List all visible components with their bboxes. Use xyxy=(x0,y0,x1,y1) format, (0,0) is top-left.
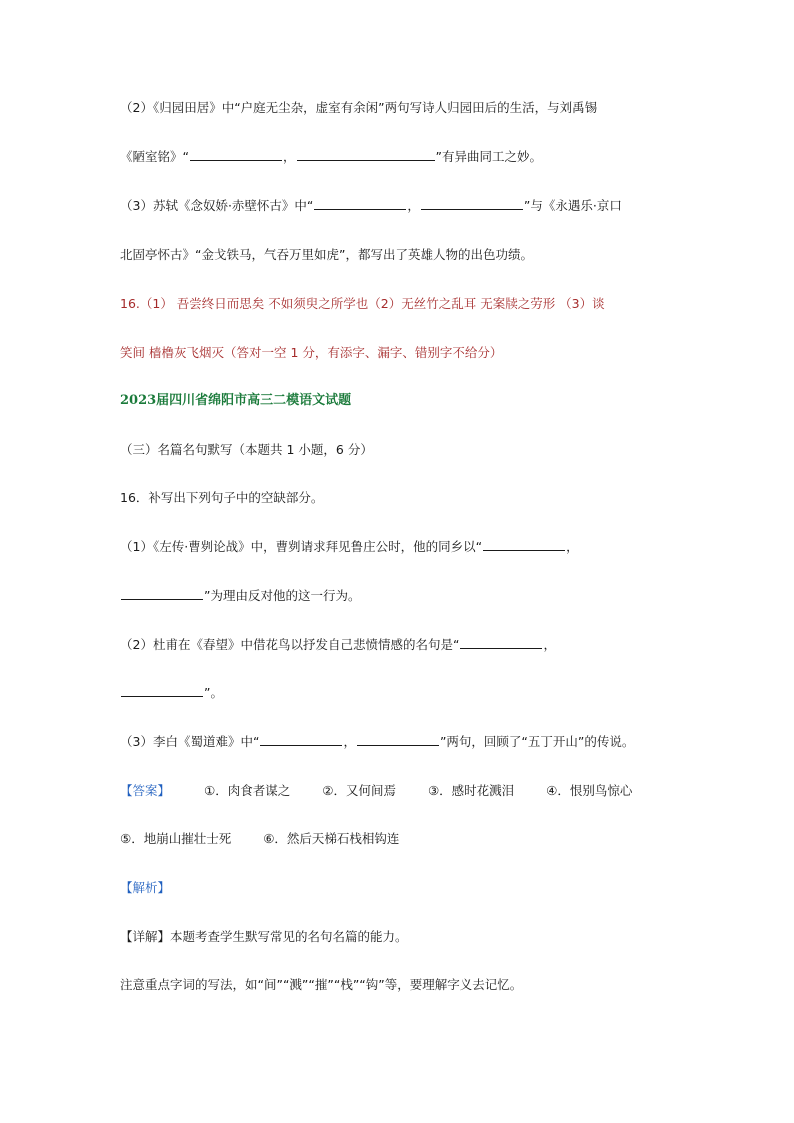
answer-label: 【答案】 xyxy=(120,783,171,798)
q1-line-2 xyxy=(120,587,360,605)
answer-row-1 xyxy=(120,782,632,800)
q1-line-1 xyxy=(120,538,579,556)
section-heading xyxy=(120,392,351,410)
fill-blank[interactable] xyxy=(121,587,203,600)
question-16-stem xyxy=(120,489,323,507)
question-3-text-a: （3）苏轼《念奴娇·赤壁怀古》中“ xyxy=(120,198,314,213)
fill-blank[interactable] xyxy=(121,684,203,697)
note-line xyxy=(120,976,522,994)
comma: ， xyxy=(282,149,296,164)
detail-label: 【详解】 xyxy=(120,929,171,944)
question-3-line-2 xyxy=(120,246,533,264)
answer-item: ⑤．地崩山摧壮士死 xyxy=(120,831,232,846)
comma: ， xyxy=(407,198,420,213)
q3-line xyxy=(120,733,634,751)
answer-item: ⑥．然后天梯石栈相钩连 xyxy=(263,831,400,846)
fill-blank[interactable] xyxy=(483,538,565,551)
answer-item: ④．恨别鸟惊心 xyxy=(546,783,633,798)
fill-blank[interactable] xyxy=(190,148,282,161)
question-2-text-c: ”有异曲同工之妙。 xyxy=(435,149,542,164)
fill-blank[interactable] xyxy=(357,733,439,746)
question-3-line-1 xyxy=(120,197,622,215)
question-2-text-a: 《陋室铭》“ xyxy=(120,149,189,164)
fill-blank[interactable] xyxy=(260,733,342,746)
q2-line-2 xyxy=(120,684,223,702)
fill-blank[interactable] xyxy=(460,636,542,649)
answer-text: 16.（1） 吾尝终日而思矣 不如须臾之所学也（2）无丝竹之乱耳 无案牍之劳形 （3）谈 xyxy=(120,296,605,311)
answer-line-2 xyxy=(120,344,502,362)
answer-item: ②．又何间焉 xyxy=(322,783,396,798)
subtitle-text: （三）名篇名句默写（本题共 1 小题，6 分） xyxy=(120,442,373,457)
q2-line-1 xyxy=(120,636,556,654)
answer-text: 笑间 樯橹灰飞烟灭（答对一空 1 分，有添字、漏字、错别字不给分） xyxy=(120,345,503,360)
comma: ， xyxy=(343,734,356,749)
q1-text-c: ”为理由反对他的这一行为。 xyxy=(204,588,361,603)
analysis-label-line xyxy=(120,879,170,897)
q2-text-a: （2）杜甫在《春望》中借花鸟以抒发自己悲愤情感的名句是“ xyxy=(120,637,460,652)
q2-text-c: ”。 xyxy=(204,685,223,700)
q3-text-a: （3）李白《蜀道难》中“ xyxy=(120,734,260,749)
question-2-line-1 xyxy=(120,99,597,117)
answer-item: ①．肉食者谋之 xyxy=(204,783,291,798)
detail-text: 本题考查学生默写常见的名句名篇的能力。 xyxy=(170,929,408,944)
question-2-text: （2）《归园田居》中“户庭无尘杂，虚室有余闲”两句写诗人归园田后的生活，与刘禹锡 xyxy=(120,100,598,115)
analysis-label: 【解析】 xyxy=(120,880,171,895)
fill-blank[interactable] xyxy=(297,148,435,161)
answer-line-1 xyxy=(120,295,605,313)
answer-item: ③．感时花溅泪 xyxy=(427,783,515,798)
q1-text-a: （1）《左传·曹刿论战》中，曹刿请求拜见鲁庄公时，他的同乡以“ xyxy=(120,539,483,554)
question-3-text-b: 北固亭怀古》“金戈铁马，气吞万里如虎”，都写出了英雄人物的出色功绩。 xyxy=(120,247,533,262)
question-2-line-2 xyxy=(120,148,542,166)
stem-text: 16．补写出下列句子中的空缺部分。 xyxy=(120,490,324,505)
question-3-text-c: ”与《永遇乐·京口 xyxy=(523,198,622,213)
note-text: 注意重点字词的写法，如“间”“溅”“摧”“栈”“钩”等，要理解字义去记忆。 xyxy=(120,977,523,992)
comma: ， xyxy=(543,637,556,652)
detail-line xyxy=(120,928,408,946)
comma: ， xyxy=(566,539,579,554)
fill-blank[interactable] xyxy=(314,197,406,210)
q3-text-c: ”两句，回顾了“五丁开山”的传说。 xyxy=(439,734,635,749)
fill-blank[interactable] xyxy=(421,197,523,210)
heading-text: 2023届四川省绵阳市高三二模语文试题 xyxy=(120,393,352,408)
answer-row-2 xyxy=(120,830,399,848)
section-subtitle xyxy=(120,441,373,459)
